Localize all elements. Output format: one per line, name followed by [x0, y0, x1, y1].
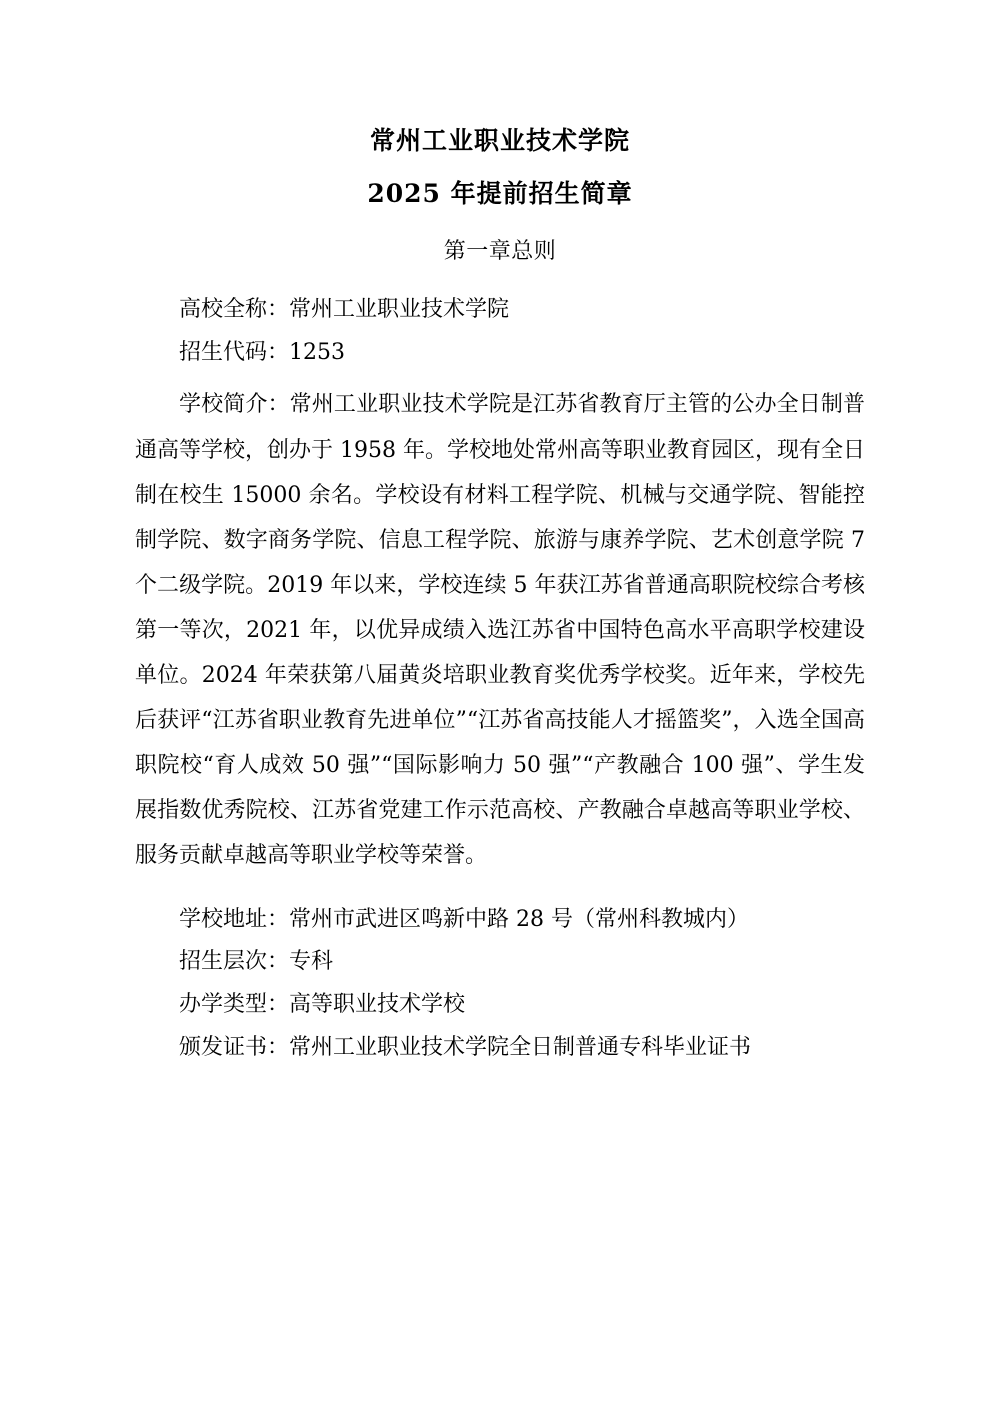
field-certificate-issued: 颁发证书：常州工业职业技术学院全日制普通专科毕业证书	[179, 1035, 752, 1061]
top-field-list	[135, 289, 865, 375]
chapter-heading: 第一章总则	[443, 238, 557, 264]
field-admission-code: 招生代码：1253	[179, 339, 345, 365]
page-subtitle: 2025 年提前招生简章	[367, 178, 633, 208]
school-introduction-paragraph: 学校简介：常州工业职业技术学院是江苏省教育厅主管的公办全日制普通高等学校，创办于 1958 年。学校地处常州高等职业教育园区，现有全日制在校生 15000 余名。学校设有材料工程学院、机械与交通学院、智能控制学院、数字商务学院、信息工程学院、旅游与康养学院、艺术创意学院 7 个二级学院。2019 年以来，学校连续 5 年获江苏省普通高职院校综合考核第一等次，2021 年，以优异成绩入选江苏省中国特色高水平高职学校建设单位。2024 年荣获第八届黄炎培职业教育奖优秀学校奖。近年来，学校先后获评“江苏省职业教育先进单位”“江苏省高技能人才摇篮奖”，入选全国高职院校“育人成效 50 强”“国际影响力 50 强”“产教融合 100 强”、学生发展指数优秀院校、江苏省党建工作示范高校、产教融合卓越高等职业学校、服务贡献卓越高等职业学校等荣誉。	[135, 392, 865, 869]
field-school-address: 学校地址：常州市武进区鸣新中路 28 号（常州科教城内）	[179, 906, 749, 932]
bottom-field-list	[135, 899, 865, 1071]
page-title: 常州工业职业技术学院	[369, 126, 630, 155]
field-school-type: 办学类型：高等职业技术学校	[179, 992, 466, 1018]
field-admission-level: 招生层次：专科	[179, 949, 334, 975]
field-school-full-name: 高校全称：常州工业职业技术学院	[179, 296, 510, 322]
